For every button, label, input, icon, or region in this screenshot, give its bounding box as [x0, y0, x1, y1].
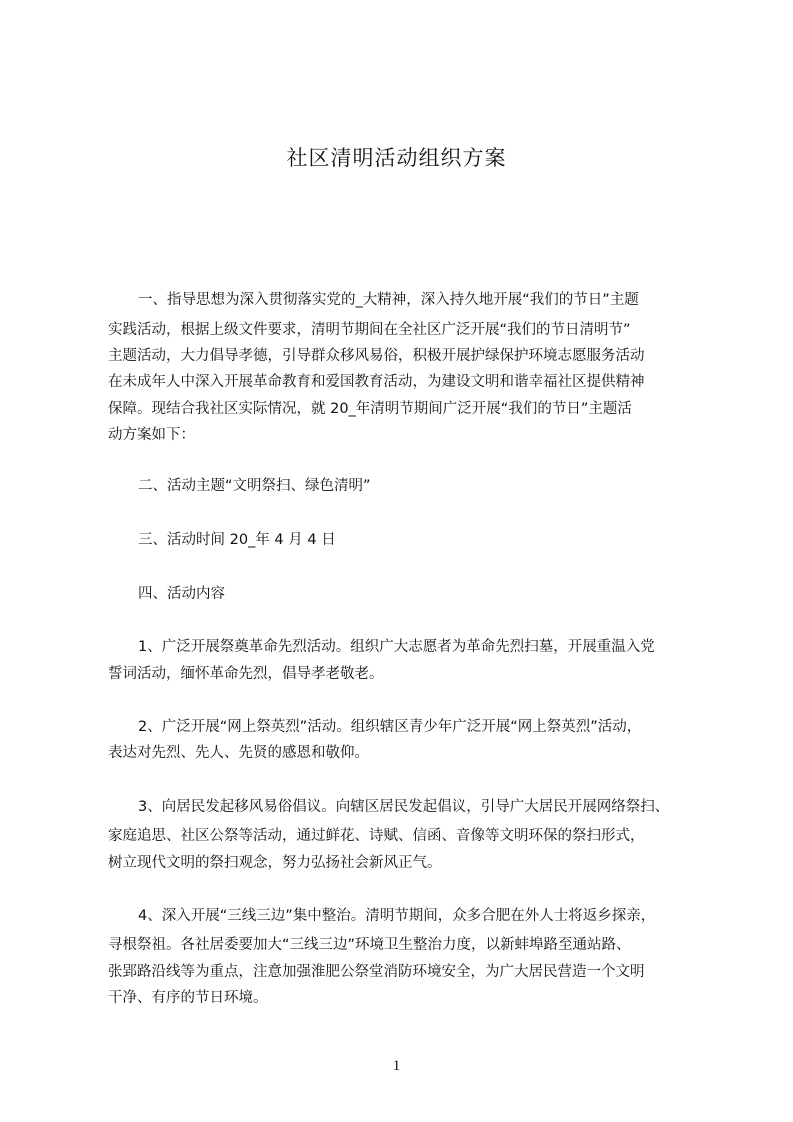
paragraph-line: 干净、有序的节日环境。 [108, 990, 268, 1006]
section-content-heading: 四、活动内容 [138, 586, 225, 602]
paragraph-line: 2、广泛开展“网上祭英烈”活动。组织辖区青少年广泛开展“网上祭英烈”活动， [138, 719, 642, 735]
paragraph-line: 在未成年人中深入开展革命教育和爱国教育活动，为建设文明和谐幸福社区提供精神 [108, 374, 645, 390]
paragraph-line: 寻根祭祖。各社居委要加大“三线三边”环境卫生整治力度，以新蚌埠路至通站路、 [108, 937, 631, 953]
paragraph-line: 主题活动，大力倡导孝德，引导群众移风易俗，积极开展护绿保护环境志愿服务活动 [108, 348, 645, 364]
paragraph-line: 表达对先烈、先人、先贤的感恩和敬仰。 [108, 745, 369, 761]
document-title: 社区清明活动组织方案 [286, 146, 507, 170]
paragraph-line: 家庭追思、社区公祭等活动，通过鲜花、诗赋、信函、音像等文明环保的祭扫形式， [108, 828, 645, 844]
page-number: 1 [392, 1058, 401, 1074]
section-theme-heading: 二、活动主题“文明祭扫、绿色清明” [138, 478, 371, 494]
paragraph-line: 一、指导思想为深入贯彻落实党的_大精神，深入持久地开展“我们的节日”主题 [138, 292, 639, 308]
paragraph-line: 动方案如下： [108, 427, 195, 443]
section-time-heading: 三、活动时间 20_年 4 月 4 日 [138, 532, 336, 548]
paragraph-line: 树立现代文明的祭扫观念，努力弘扬社会新风正气。 [108, 855, 442, 871]
paragraph-line: 张郢路沿线等为重点，注意加强淮肥公祭堂消防环境安全，为广大居民营造一个文明 [108, 964, 645, 980]
paragraph-line: 誓词活动，缅怀革命先烈，倡导孝老敬老。 [108, 666, 384, 682]
paragraph-line: 保障。现结合我社区实际情况，就 20_年清明节期间广泛开展“我们的节日”主题活 [108, 401, 632, 417]
paragraph-line: 实践活动，根据上级文件要求，清明节期间在全社区广泛开展“我们的节日清明节” [108, 322, 631, 338]
paragraph-line: 3、向居民发起移风易俗倡议。向辖区居民发起倡议，引导广大居民开展网络祭扫、 [138, 799, 670, 815]
paragraph-line: 4、深入开展“三线三边”集中整治。清明节期间，众多合肥在外人士将返乡探亲， [138, 908, 656, 924]
paragraph-line: 1、广泛开展祭奠革命先烈活动。组织广大志愿者为革命先烈扫墓，开展重温入党 [138, 639, 655, 655]
